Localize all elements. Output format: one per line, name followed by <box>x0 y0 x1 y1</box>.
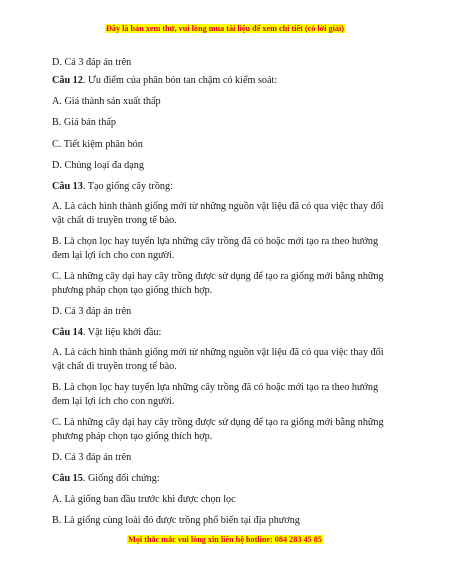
question-number: Câu 13 <box>52 181 83 192</box>
question-text: . Giống đối chứng: <box>82 473 160 484</box>
line-text: A. Giá thành sản xuất thấp <box>52 96 161 107</box>
line-text: đem lại lợi ích cho con người. <box>52 396 175 407</box>
hotline-text: Mọi thắc mắc vui lòng xin liên hệ hotline: 084 283 45 85 <box>128 535 322 544</box>
answer-line <box>52 200 384 213</box>
line-text: phương pháp chọn tạo giống thích hợp. <box>52 285 213 296</box>
answer-line <box>52 493 236 506</box>
line-text: phương pháp chọn tạo giống thích hợp. <box>52 431 213 442</box>
answer-line <box>52 451 131 464</box>
hotline-footer-banner <box>0 535 450 544</box>
question-number: Câu 14 <box>52 327 83 338</box>
line-text: C. Là những cây dại hay cây trồng được sử dụng để tạo ra giống mới bằng những <box>52 417 384 428</box>
question-number: Câu 15 <box>52 473 83 484</box>
question-line <box>52 180 173 193</box>
line-text: A. Là cách hình thành giống mới từ những nguồn vật liệu đã có qua việc thay đổi <box>52 347 384 358</box>
answer-line <box>52 346 384 359</box>
question-line <box>52 326 161 339</box>
answer-line <box>52 56 131 69</box>
answer-line <box>52 395 174 408</box>
preview-notice-banner <box>0 24 450 33</box>
line-text: D. Cả 3 đáp án trên <box>52 306 132 317</box>
line-text: B. Giá bán thấp <box>52 117 116 128</box>
answer-line <box>52 514 300 527</box>
answer-line <box>52 116 116 129</box>
line-text: đem lại lợi ích cho con người. <box>52 250 175 261</box>
question-text: . Ưu điểm của phân bón tan chậm có kiểm soát: <box>82 75 278 86</box>
line-text: A. Là giống ban đầu trước khi được chọn lọc <box>52 494 236 505</box>
answer-line <box>52 249 174 262</box>
answer-line <box>52 284 212 297</box>
answer-line <box>52 360 177 373</box>
line-text: vật chất di truyền trong tế bào. <box>52 361 177 372</box>
question-text: . Vật liệu khởi đầu: <box>82 327 162 338</box>
line-text: C. Là những cây dại hay cây trồng được sử dụng để tạo ra giống mới bằng những <box>52 271 384 282</box>
line-text: C. Tiết kiệm phân bón <box>52 139 143 150</box>
line-text: A. Là cách hình thành giống mới từ những nguồn vật liệu đã có qua việc thay đổi <box>52 201 384 212</box>
line-text: B. Là giống cùng loài đó được trồng phổ biến tại địa phương <box>52 515 300 526</box>
line-text: B. Là chọn lọc hay tuyển lựa những cây trồng đã có hoặc mới tạo ra theo hướng <box>52 382 379 393</box>
answer-line <box>52 270 384 283</box>
question-text: . Tạo giống cây trồng: <box>82 181 173 192</box>
answer-line <box>52 381 378 394</box>
question-line <box>52 74 277 87</box>
answer-line <box>52 159 144 172</box>
question-line <box>52 472 160 485</box>
answer-line <box>52 235 378 248</box>
line-text: B. Là chọn lọc hay tuyển lựa những cây trồng đã có hoặc mới tạo ra theo hướng <box>52 236 379 247</box>
answer-line <box>52 138 143 151</box>
answer-line <box>52 416 384 429</box>
line-text: D. Cả 3 đáp án trên <box>52 57 132 68</box>
preview-notice-text: Đây là bản xem thử, vui lòng mua tài liệu để xem chi tiết (có lời giải) <box>105 24 344 33</box>
line-text: vật chất di truyền trong tế bào. <box>52 215 177 226</box>
answer-line <box>52 430 212 443</box>
line-text: D. Cả 3 đáp án trên <box>52 452 132 463</box>
line-text: D. Chủng loại đa dạng <box>52 160 144 171</box>
answer-line <box>52 305 131 318</box>
question-number: Câu 12 <box>52 75 83 86</box>
answer-line <box>52 214 177 227</box>
answer-line <box>52 95 161 108</box>
